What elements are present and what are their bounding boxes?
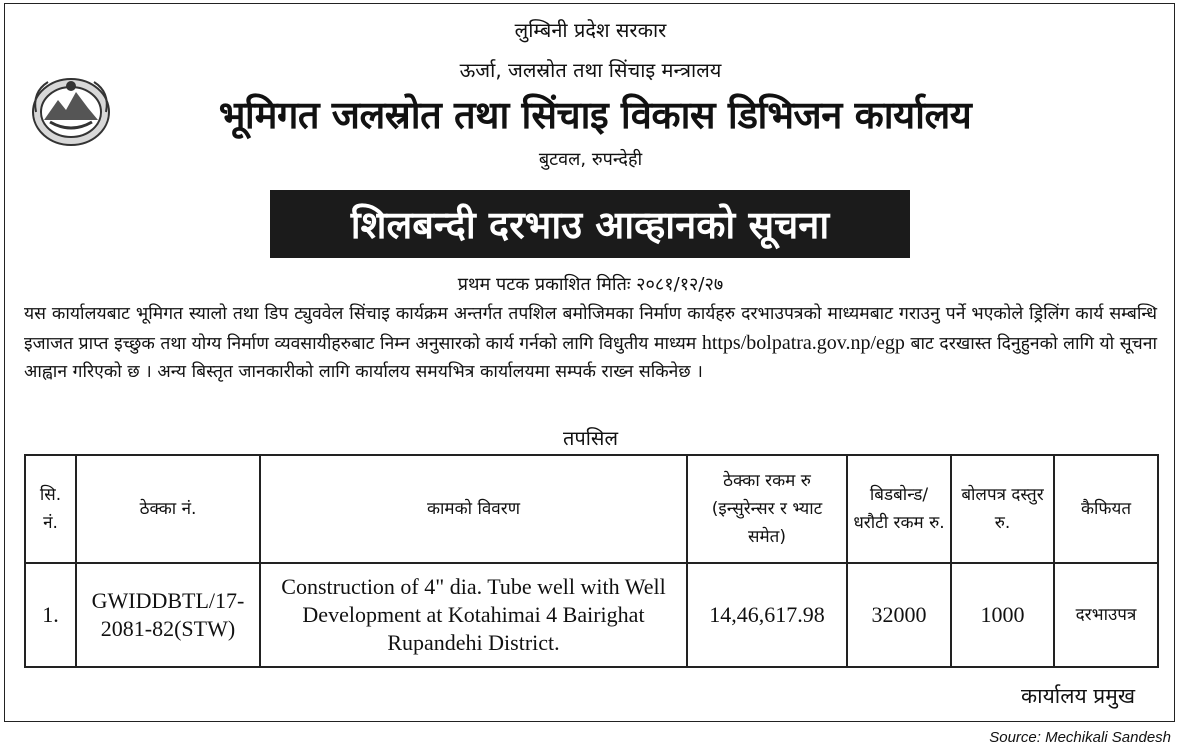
header-sn: सि. नं. [25, 455, 76, 563]
government-name: लुम्बिनी प्रदेश सरकार [514, 18, 667, 42]
source-credit: Source: Mechikali Sandesh [989, 729, 1171, 746]
cell-description: Construction of 4" dia. Tube well with Well Development at Kotahimai 4 Bairighat Rupandehi District. [260, 563, 687, 667]
cell-remarks: दरभाउपत्र [1054, 563, 1158, 667]
cell-fee: 1000 [951, 563, 1054, 667]
header-amount: ठेक्का रकम रु (इन्सुरेन्सर र भ्याट समेत) [687, 455, 847, 563]
table-row [25, 563, 1158, 667]
office-name: भूमिगत जलस्रोत तथा सिंचाइ विकास डिभिजन कार्यालय [218, 93, 972, 137]
notice-title: शिलबन्दी दरभाउ आव्हानको सूचना [350, 203, 830, 247]
notice-title-banner [270, 190, 910, 258]
cell-amount: 14,46,617.98 [687, 563, 847, 667]
ministry-name: ऊर्जा, जलस्रोत तथा सिंचाइ मन्त्रालय [459, 58, 722, 82]
header-fee: बोलपत्र दस्तुर रु. [951, 455, 1054, 563]
header-bid-bond: बिडबोन्ड/ धरौटी रकम रु. [847, 455, 951, 563]
tender-table [24, 454, 1159, 668]
header-description: कामको विवरण [260, 455, 687, 563]
table-header-row [25, 455, 1158, 563]
header-contract-no: ठेक्का नं. [76, 455, 260, 563]
nepal-emblem-icon [30, 72, 112, 148]
cell-bid-bond: 32000 [847, 563, 951, 667]
header-remarks: कैफियत [1054, 455, 1158, 563]
bolpatra-url: https/bolpatra.gov.np/egp [701, 331, 905, 354]
publish-date: प्रथम पटक प्रकाशित मितिः २०८१/१२/२७ [457, 274, 724, 295]
schedule-heading: तपसिल [562, 426, 619, 450]
cell-sn: 1. [25, 563, 76, 667]
cell-contract-no: GWIDDBTL/17-2081-82(STW) [76, 563, 260, 667]
office-location: बुटवल, रुपन्देही [538, 149, 643, 170]
body-text-part2: बाट दरखास्त दिनुहुनको लागि यो सूचना आह्वान गरिएको छ । अन्य बिस्तृत जानकारीको लागि कार्यालय समयभित्र कार्यालयमा सम्पर्क राख्न सकिनेछ । [24, 333, 1157, 382]
body-text-part1: यस कार्यालयबाट भूमिगत स्यालो तथा डिप ट्युववेल सिंचाइ कार्यक्रम अन्तर्गत तपशिल बमोजिमका निर्माण कार्यहरु दरभाउपत्रको माध्यमबाट गराउनु पर्ने भएकोले ड्रिलिंग कार्य सम्बन्धि इजाजत प्राप्त इच्छुक तथा योग्य निर्माण व्यवसायीहरुबाट निम्न अनुसारको कार्य गर्नको लागि विधुतीय माध्यम [24, 304, 1157, 354]
notice-body [24, 300, 1157, 387]
signature: कार्यालय प्रमुख [1021, 684, 1135, 708]
